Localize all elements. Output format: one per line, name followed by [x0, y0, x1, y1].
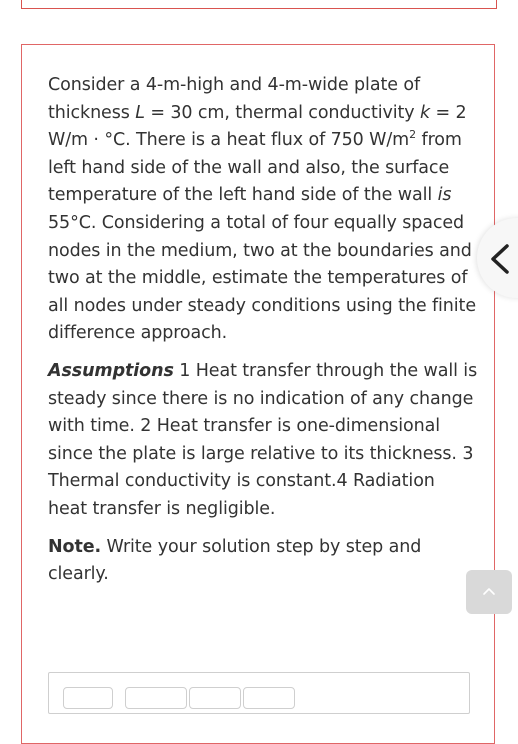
question-content	[48, 72, 478, 599]
assumptions-label: Assumptions	[48, 360, 174, 381]
question-text: Consider a 4-m-high and 4-m-wide plate of thickness L = 30 cm, thermal conductivity k = 2 W/m · °C. There is a heat flux of 750 $W/m^2$ from left hand side of the wall and also, the surface temperature of the left hand side of the wall is 55°C. Considering a total of four equally spaced nodes in the medium, two at the boundaries and two at the middle, estimate the temperatures of all nodes under steady conditions using the finite difference approach.	[48, 75, 476, 344]
note-label: Note.	[48, 536, 102, 557]
answer-editor[interactable]	[48, 672, 470, 714]
toolbar-button-2[interactable]	[125, 687, 187, 709]
note: Note. Write your solution step by step and clearly.	[48, 536, 422, 585]
assumptions: Assumptions 1 Heat transfer through the wall is steady since there is no indication of any change with time. 2 Heat transfer is one-dimensional since the plate is large relative to its thickness. 3 Thermal conductivity is constant.4 Radiation heat transfer is negligible.	[48, 360, 478, 519]
toolbar-button-1[interactable]	[63, 687, 113, 709]
scroll-top-button[interactable]	[466, 570, 512, 614]
previous-card-edge	[21, 0, 497, 9]
chevron-left-icon	[487, 244, 513, 274]
chevron-up-icon	[482, 586, 496, 596]
toolbar-button-3[interactable]	[189, 687, 241, 709]
toolbar-button-4[interactable]	[243, 687, 295, 709]
